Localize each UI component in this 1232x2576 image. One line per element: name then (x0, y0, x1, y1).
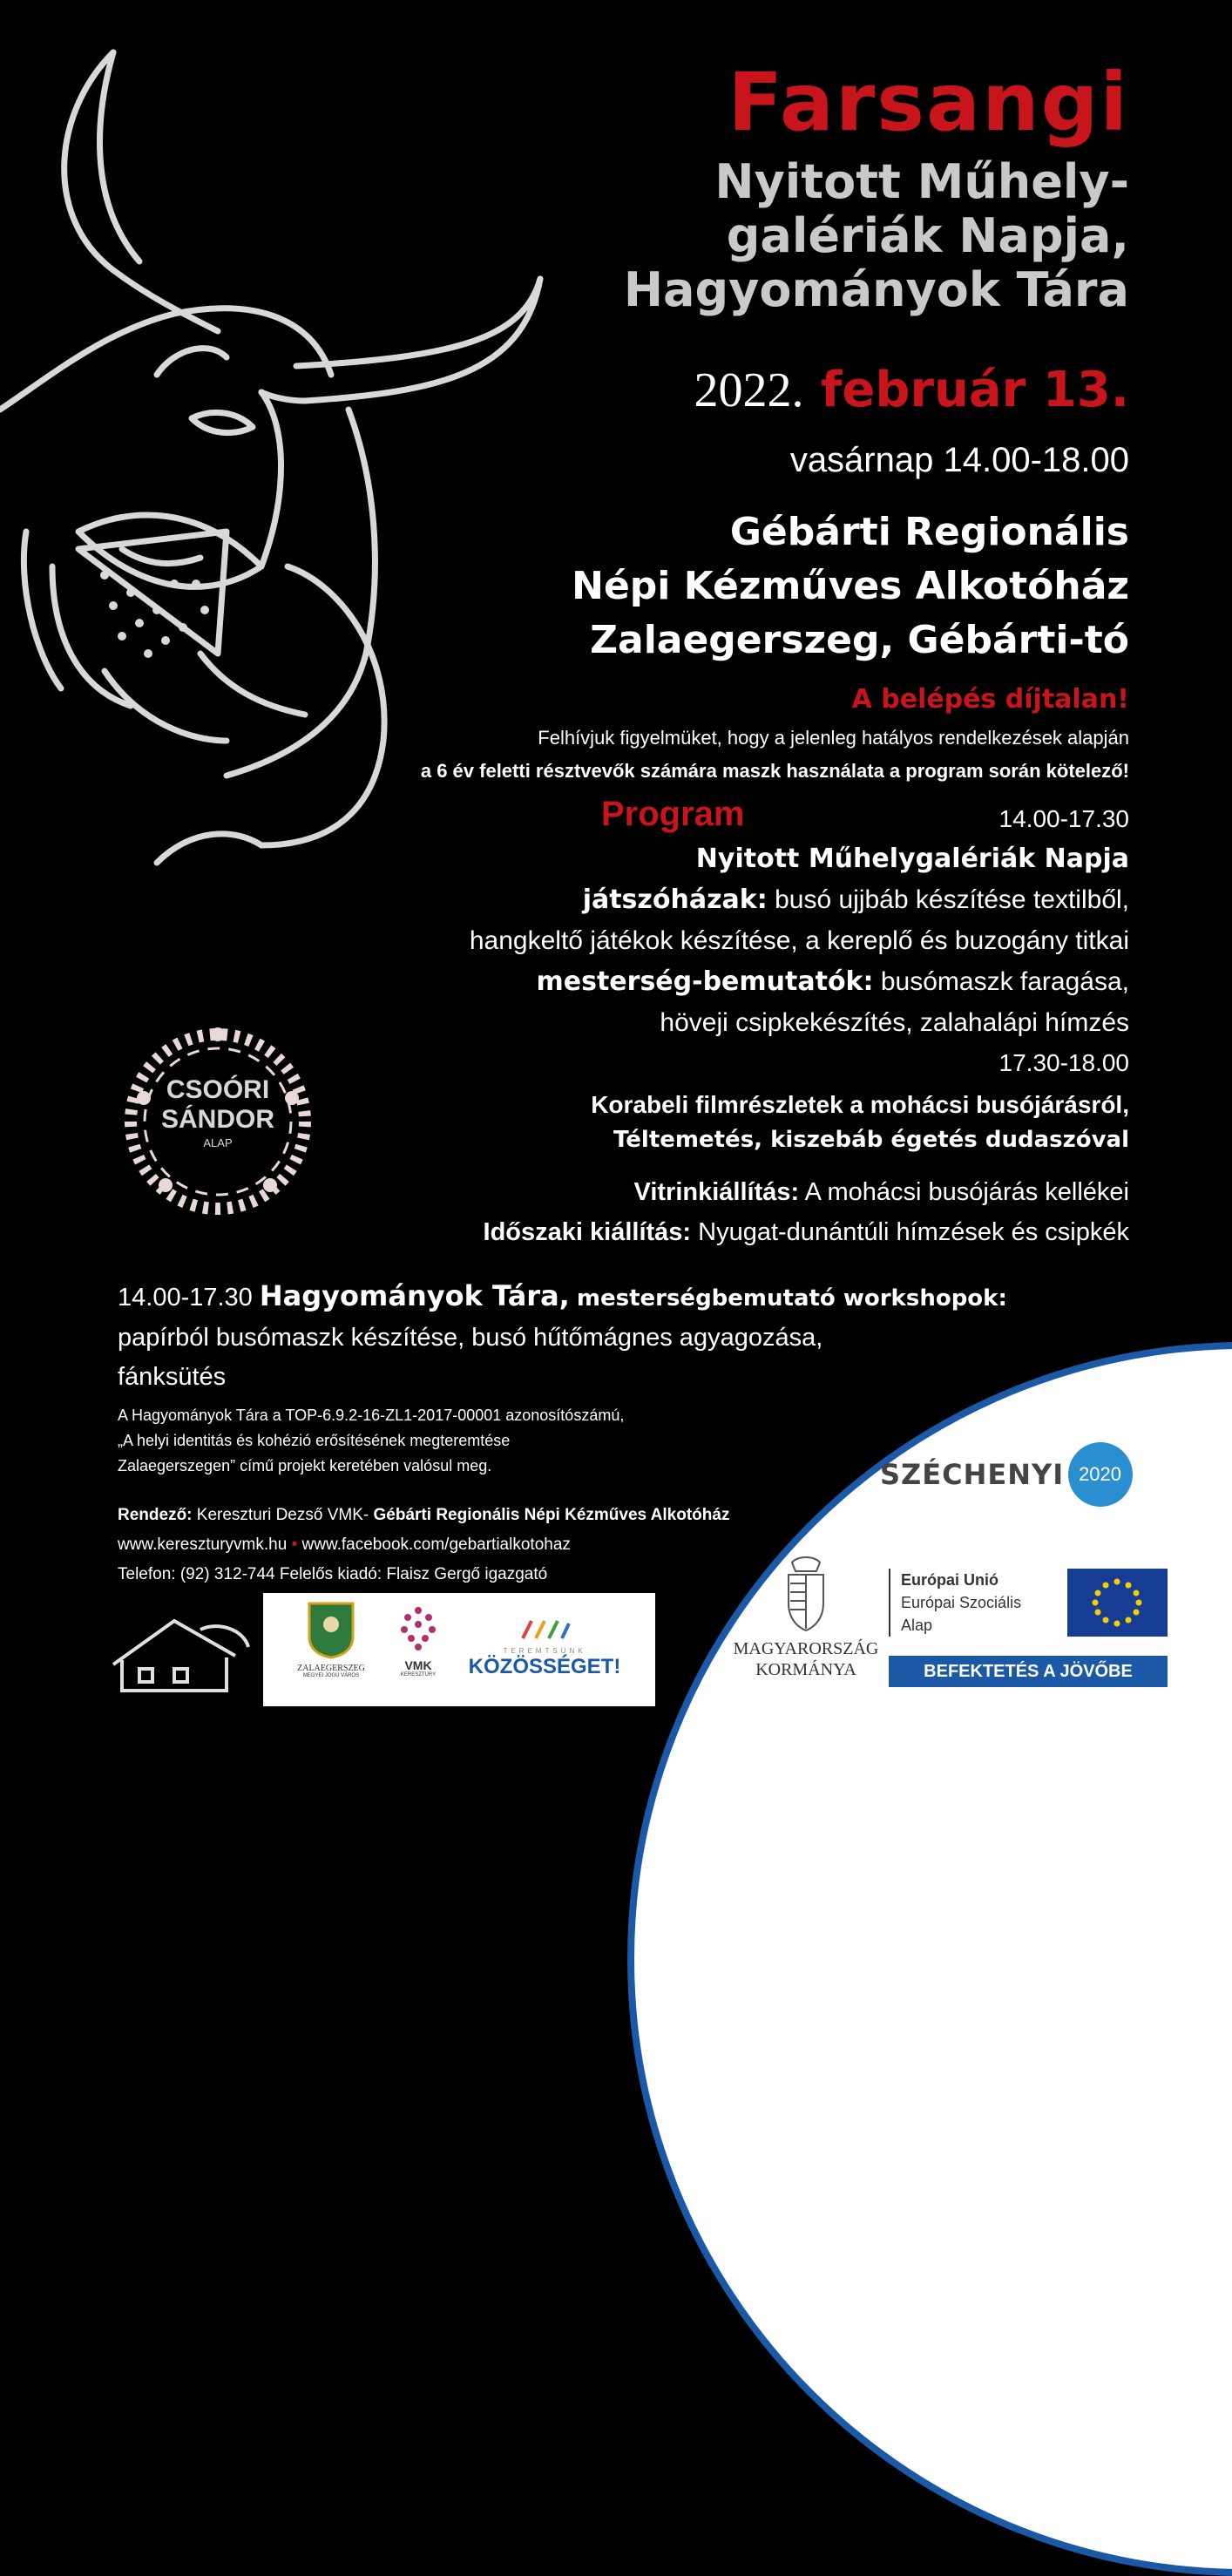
title-farsangi: Farsangi (728, 56, 1129, 149)
organizer: Kereszturi Dezső VMK- (196, 1506, 369, 1524)
event-title (467, 155, 1129, 317)
hagyomanyok-tara-block (118, 1277, 1146, 1397)
event-title-line3: Hagyományok Tára (623, 262, 1129, 317)
hungarian-government-logo (732, 1556, 880, 1680)
crafts-text1: busómaszk faragása, (880, 967, 1129, 996)
slot2-line1: Korabeli filmrészletek a mohácsi busójárásról, (591, 1091, 1129, 1118)
csoori-line3: ALAP (203, 1136, 233, 1149)
facebook-link[interactable]: www.facebook.com/gebartialkotohaz (301, 1535, 571, 1554)
venue-line2: Népi Kézműves Alkotóház (572, 564, 1129, 608)
eu-line1: Európai Unió (901, 1571, 998, 1589)
notice-line2: a 6 év feletti résztvevők számára maszk használata a program során kötelező! (420, 760, 1129, 782)
coat-of-arms-icon (308, 1602, 355, 1659)
event-date (694, 362, 1129, 418)
temp-exhibit-label: Időszaki kiállítás: (483, 1218, 692, 1246)
eu-flag-icon (1067, 1569, 1168, 1637)
zalaegerszeg-logo (288, 1602, 375, 1678)
crafts-label: mesterség-bemutatók: (536, 966, 874, 997)
hagyomany-time: 14.00-17.30 (118, 1284, 253, 1312)
teremtsunk-kozosseget-logo (466, 1617, 623, 1679)
event-day-time: vasárnap 14.00-18.00 (789, 441, 1129, 479)
vmk-label: VMK (404, 1658, 432, 1672)
kozosseget-label: KÖZÖSSÉGET! (468, 1655, 621, 1678)
hagyomany-subtitle: mesterségbemutató workshopok: (576, 1285, 1007, 1312)
eu-line2: Európai Szociális (901, 1594, 1022, 1611)
event-month-day: február 13. (820, 362, 1129, 418)
event-year: 2022. (694, 363, 804, 417)
event-title-line2: galériák Napja, (726, 208, 1129, 263)
eu-line3: Alap (901, 1617, 933, 1634)
slot2-time: 17.30-18.00 (998, 1049, 1129, 1076)
mk-line2: KORMÁNYA (755, 1660, 856, 1679)
temp-exhibit-text: Nyugat-dunántúli hímzések és csipkék (698, 1218, 1129, 1246)
mask-notice (310, 722, 1129, 788)
vitrin-label: Vitrinkiállítás: (633, 1178, 800, 1206)
website-link[interactable]: www.kereszturyvmk.hu (118, 1535, 288, 1554)
playhouses-text1: busó ujjbáb készítése textilből, (775, 885, 1129, 914)
slot1-time: 14.00-17.30 (998, 805, 1129, 832)
vmk-dots-icon (392, 1603, 444, 1654)
contact-info: Rendező: Kereszturi Dezső VMK- Gébárti Regionális Népi Kézműves Alkotóház www.kereszturyvmk.hu • www.facebook.com/gebartialkotohaz Telefon: (92) 312-744 Felelős kiadó: Flaisz Gergő igazgató (118, 1501, 729, 1590)
zalaegerszeg-sub: MEGYEI JOGÚ VÁROS (302, 1673, 360, 1678)
slot2-line2: Téltemetés, kiszebáb égetés dudaszóval (613, 1127, 1129, 1153)
event-title-line1: Nyitott Műhely- (714, 154, 1129, 209)
mk-line1: MAGYARORSZÁG (733, 1639, 879, 1658)
hagyomany-line3: fánksütés (118, 1363, 227, 1391)
venue (345, 505, 1129, 668)
vmk-logo (388, 1603, 449, 1678)
szechenyi-year-pin-icon: 2020 (1068, 1442, 1133, 1507)
csoori-line2: SÁNDOR (160, 1105, 274, 1134)
csoori-sandor-logo (118, 1020, 318, 1224)
project-line2: „A helyi identitás és kohézió erősítésének megteremtése (118, 1432, 511, 1449)
zalaegerszeg-label: ZALAEGERSZEG (297, 1664, 365, 1673)
people-icon (518, 1617, 571, 1643)
crafts-text2: höveji csipkekészítés, zalahalápi hímzés (660, 1008, 1129, 1037)
exhibitions (484, 1172, 1129, 1252)
entry-free: A belépés díjtalan! (851, 684, 1129, 715)
project-line3: Zalaegerszegen” című projekt keretében valósul meg. (118, 1457, 492, 1474)
playhouses-text2: hangkeltő játékok készítése, a kereplő és buzogány titkai (469, 926, 1129, 955)
phone: Telefon: (92) 312-744 Felelős kiadó: Flaisz Gergő igazgató (118, 1565, 548, 1583)
program-block2 (591, 1088, 1129, 1157)
project-line1: A Hagyományok Tára a TOP-6.9.2-16-ZL1-2017-00001 azonosítószámú, (118, 1407, 625, 1424)
teremtsunk-label: TEREMTSÜNK (503, 1647, 586, 1655)
vmk-sub: KERESZTURY (400, 1672, 437, 1678)
szechenyi-label: SZÉCHENYI (880, 1458, 1065, 1491)
csoori-line1: CSOÓRI (166, 1075, 270, 1104)
hungarian-coat-of-arms-icon (780, 1556, 832, 1634)
playhouses-label: játszóházak: (582, 885, 768, 915)
farmhouse-icon (105, 1603, 253, 1699)
eu-stars-icon (1067, 1569, 1168, 1637)
venue-line3: Zalaegerszeg, Gébárti-tó (590, 618, 1129, 662)
hagyomany-line2: papírból busómaszk készítése, busó hűtőmágnes agyagozása, (118, 1324, 823, 1352)
invest-banner: BEFEKTETÉS A JÖVŐBE (889, 1656, 1168, 1687)
organizer-label: Rendező: (118, 1506, 193, 1524)
program-block1 (345, 838, 1129, 1043)
vitrin-text: A mohácsi busójárás kellékei (804, 1178, 1129, 1206)
project-info (118, 1403, 624, 1479)
hagyomany-title: Hagyományok Tára, (259, 1279, 570, 1312)
venue-line1: Gébárti Regionális (729, 510, 1129, 554)
organizer-bold: Gébárti Regionális Népi Kézműves Alkotóház (373, 1506, 730, 1524)
program-title: Program (601, 795, 745, 833)
slot1-heading: Nyitott Műhelygalériák Napja (695, 844, 1129, 874)
eu-text (889, 1569, 1021, 1637)
szechenyi-2020-logo (880, 1442, 1133, 1507)
notice-line1: Felhívjuk figyelmüket, hogy a jelenleg hatályos rendelkezések alapján (538, 727, 1129, 749)
